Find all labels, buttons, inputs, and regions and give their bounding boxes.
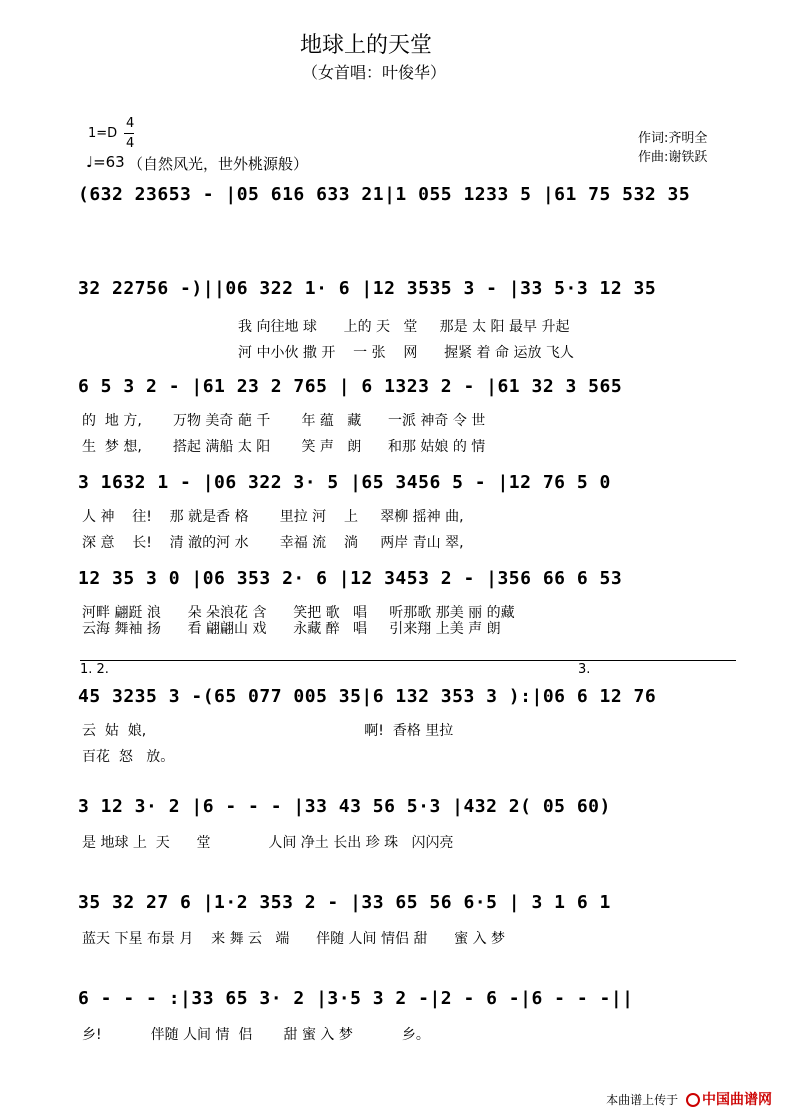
notation-line: 6 - - - :|33 65 3· 2 |3·5 3 2 -|2 - 6 -|6 - - -|| bbox=[78, 988, 634, 1009]
site-logo[interactable] bbox=[686, 1089, 772, 1109]
score-row-4 bbox=[78, 468, 738, 551]
lyric-verse-1: 乡! 伴随 人间 情 侣 甜 蜜 入 梦 乡。 bbox=[82, 1027, 430, 1043]
lyric-verse-2: 生 梦 想, 搭起 满船 太 阳 笑 声 朗 和那 姑娘 的 情 bbox=[82, 439, 486, 455]
notation-line: 3 12 3· 2 |6 - - - |33 43 56 5·3 |432 2( 05 60) bbox=[78, 796, 611, 817]
time-signature-top: 4 bbox=[126, 116, 135, 131]
score-row-8 bbox=[78, 888, 738, 947]
score-row-1 bbox=[78, 180, 738, 236]
tempo-marking: ♩=63 bbox=[86, 153, 125, 171]
lyric-verse-2: 百花 怒 放。 bbox=[82, 749, 175, 765]
notation-line: 32 22756 -)||06 322 1· 6 |12 3535 3 - |33 5·3 12 35 bbox=[78, 278, 657, 299]
notation-line: (632 23653 - |05 616 633 21|1 055 1233 5 |61 75 532 35 bbox=[78, 184, 691, 205]
time-signature-line bbox=[124, 133, 134, 134]
lyric-verse-2: 深 意 长! 清 澈的河 水 幸福 流 淌 两岸 青山 翠, bbox=[82, 535, 464, 551]
time-signature-bottom: 4 bbox=[126, 136, 135, 151]
notation-line: 45 3235 3 -(65 077 005 35|6 132 353 3 ):|06 6 12 76 bbox=[78, 686, 657, 707]
ending-bracket-1-2 bbox=[80, 660, 736, 661]
ending-label-first: 1. 2. bbox=[80, 662, 109, 677]
footer-credit bbox=[606, 1089, 772, 1109]
song-subtitle: （女首唱：叶俊华） bbox=[302, 63, 447, 82]
lyric-verse-1: 是 地球 上 天 堂 人间 净土 长出 珍 珠 闪闪亮 bbox=[82, 835, 454, 851]
score-row-7 bbox=[78, 792, 738, 851]
ending-label-third: 3. bbox=[578, 662, 591, 677]
lyric-verse-1: 我 向往地 球 上的 天 堂 那是 太 阳 最早 升起 bbox=[238, 319, 570, 335]
composer-credit: 作曲:谢铁跃 bbox=[638, 150, 708, 165]
notation-line: 6 5 3 2 - |61 23 2 765 | 6 1323 2 - |61 32 3 565 bbox=[78, 376, 623, 397]
site-name: 中国曲谱网 bbox=[702, 1092, 772, 1108]
lyric-verse-1: 蓝天 下星 布景 月 来 舞 云 端 伴随 人间 情侣 甜 蜜 入 梦 bbox=[82, 931, 506, 947]
song-title: 地球上的天堂 bbox=[300, 33, 433, 58]
lyricist-credit: 作词:齐明全 bbox=[638, 131, 708, 146]
notation-line: 12 35 3 0 |06 353 2· 6 |12 3453 2 - |356 66 6 53 bbox=[78, 568, 623, 589]
lyric-verse-1: 云 姑 娘, 啊! 香格 里拉 bbox=[82, 723, 454, 739]
notation-line: 35 32 27 6 |1·2 353 2 - |33 65 56 6·5 | 3 1 6 1 bbox=[78, 892, 611, 913]
score-row-6 bbox=[78, 682, 738, 765]
score-row-9 bbox=[78, 984, 738, 1043]
lyric-verse-1: 河畔 翩跹 浪 朵 朵浪花 含 笑把 歌 唱 听那歌 那美 丽 的藏 bbox=[82, 605, 515, 621]
style-marking: （自然风光，世外桃源般） bbox=[128, 155, 309, 173]
score-row-3 bbox=[78, 372, 738, 455]
score-row-5 bbox=[78, 564, 738, 637]
notation-line: 3 1632 1 - |06 322 3· 5 |65 3456 5 - |12 76 5 0 bbox=[78, 472, 611, 493]
logo-c-icon bbox=[686, 1093, 700, 1107]
key-signature: 1=D bbox=[88, 126, 118, 141]
lyric-verse-1: 人 神 往! 那 就是香 格 里拉 河 上 翠柳 摇神 曲, bbox=[82, 509, 464, 525]
lyric-verse-2: 河 中小伙 撒 开 一 张 网 握紧 着 命 运放 飞人 bbox=[238, 345, 574, 361]
footer-text: 本曲谱上传于 bbox=[606, 1093, 679, 1107]
lyric-verse-2: 云海 舞袖 扬 看 翩翩山 戏 永藏 醉 唱 引来翔 上美 声 朗 bbox=[82, 621, 501, 637]
score-row-2 bbox=[78, 274, 738, 361]
lyric-verse-1: 的 地 方, 万物 美奇 葩 千 年 蕴 藏 一派 神奇 令 世 bbox=[82, 413, 486, 429]
